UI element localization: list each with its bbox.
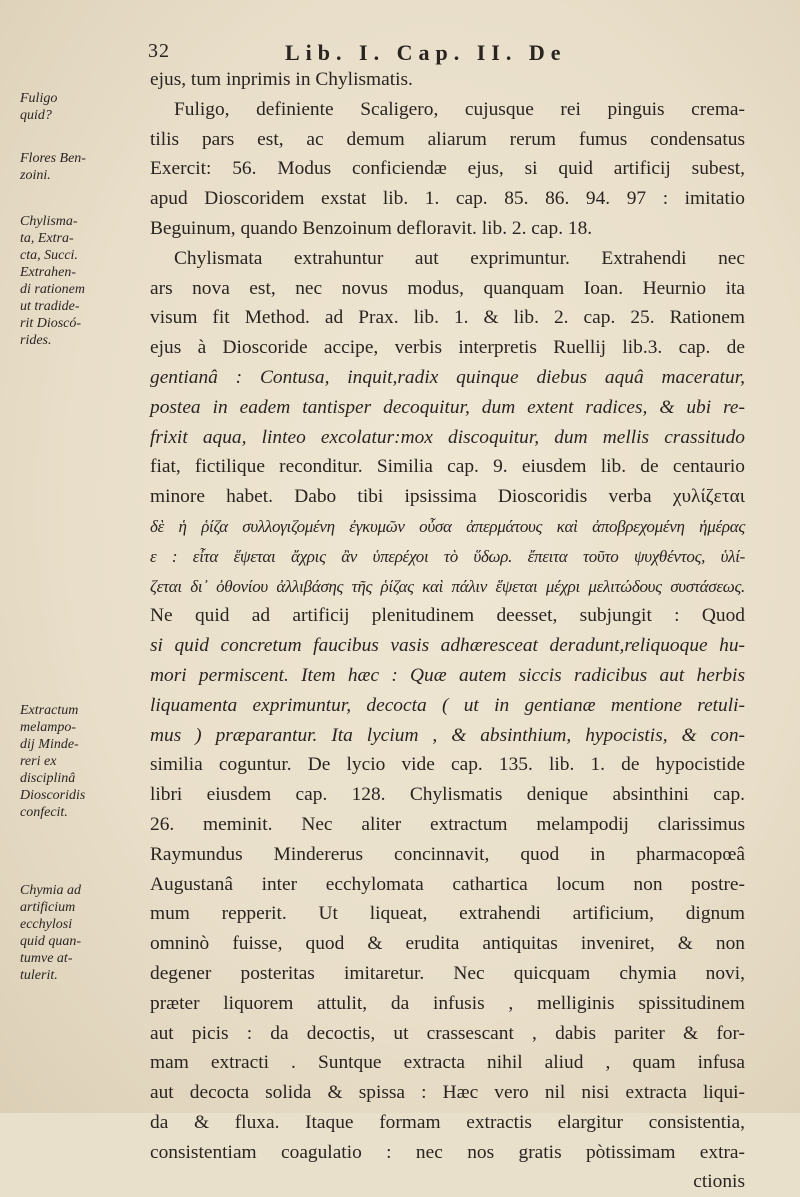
- text-line: si quid concretum faucibus vasis adhæresceat deradunt,reliquoque hu-: [150, 635, 745, 657]
- text-line: Raymundus Mindererus concinnavit, quod in pharmacopœâ: [150, 843, 745, 865]
- body-text: [150, 65, 745, 1197]
- text-line: visum fit Method. ad Prax. lib. 1. & lib. 2. cap. 25. Rationem: [150, 307, 745, 329]
- text-line: mum repperit. Ut liqueat, extrahendi artificium, dignum: [150, 903, 745, 925]
- page-number: 32: [148, 40, 170, 62]
- text-line: tilis pars est, ac demum aliarum rerum fumus condensatus: [150, 128, 745, 150]
- text-line: ejus, tum inprimis in Chylismatis.: [150, 69, 413, 90]
- text-line: gentianâ : Contusa, inquit,radix quinque diebus aquâ maceratur,: [150, 366, 745, 388]
- text-line: frixit aqua, linteo excolatur:mox discoquitur, dum mellis crassitudo: [150, 426, 745, 448]
- text-line: præter liquorem attulit, da infusis , melliginis spissitudinem: [150, 992, 745, 1014]
- text-line: mori permiscent. Item hæc : Quæ autem siccis radicibus aut herbis: [150, 664, 745, 686]
- text-line: aut picis : da decoctis, ut crassescant , dabis pariter & for-: [150, 1022, 745, 1044]
- text-line: Chylismata extrahuntur aut exprimuntur. Extrahendi nec: [174, 247, 745, 269]
- running-head: Lib. I. Cap. II. De: [285, 40, 567, 65]
- margin-note: Fuligo quid?: [20, 91, 58, 123]
- text-line: ejus à Dioscoride accipe, verbis interpretis Ruellij lib.3. cap. de: [150, 337, 745, 359]
- text-line: da & fluxa. Itaque formam extractis elargitur consistentia,: [150, 1111, 745, 1133]
- text-line: Exercit: 56. Modus conficiendæ ejus, si quid artificij subest,: [150, 158, 745, 180]
- text-line: Ne quid ad artificij plenitudinem deesset, subjungit : Quod: [150, 605, 745, 627]
- margin-note: Chylisma- ta, Extra- cta, Succi. Extrahen- di rationem ut tradide- rit Dioscó- rides.: [20, 214, 85, 348]
- text-line: aut decocta solida & spissa : Hæc vero nil nisi extracta liqui-: [150, 1082, 745, 1104]
- text-line: degener posteritas imitaretur. Nec quicquam chymia novi,: [150, 962, 745, 984]
- text-line: Fuligo, definiente Scaligero, cujusque rei pinguis crema-: [174, 98, 745, 120]
- text-line: mam extracti . Suntque extracta nihil aliud , quam infusa: [150, 1052, 745, 1074]
- text-line: mus ) præparantur. Ita lycium , & absinthium, hypocistis, & con-: [150, 724, 745, 746]
- text-line: Augustanâ inter ecchylomata cathartica locum non postre-: [150, 873, 745, 895]
- margin-note: Flores Ben- zoini.: [20, 151, 86, 183]
- text-line: similia coguntur. De lycio vide cap. 135. lib. 1. de hypocistide: [150, 754, 745, 776]
- text-line: fiat, fictilique reconditur. Similia cap. 9. eiusdem lib. de centaurio: [150, 456, 745, 478]
- margin-note: Extractum melampo- dij Minde- reri ex disciplinâ Dioscoridis confecit.: [20, 703, 86, 820]
- greek-text-line: δὲ ἡ ῥίζα συλλογιζομένη ἐγκυμῶν οὖσα ἀπερμάτους καὶ ἀποβρεχομένη ἡμέρας: [150, 516, 745, 536]
- text-line: postea in eadem tantisper decoquitur, dum extent radices, & ubi re-: [150, 396, 745, 418]
- text-line: ars nova est, nec novus modus, quanquam Ioan. Heurnio ita: [150, 277, 745, 299]
- margin-note: Chymia ad artificium ecchylosi quid quan- tumve at- tulerit.: [20, 883, 82, 983]
- text-line: Beguinum, quando Benzoinum defloravit. lib. 2. cap. 18.: [150, 217, 593, 239]
- text-line: consistentiam coagulatio : nec nos gratis pòtissimam extra-: [150, 1141, 745, 1163]
- text-line: omninò fuisse, quod & erudita antiquitas inveniret, & non: [150, 933, 745, 955]
- text-line: liquamenta exprimuntur, decocta ( ut in gentianæ mentione retuli-: [150, 694, 745, 716]
- text-line: apud Dioscoridem exstat lib. 1. cap. 85. 86. 94. 97 : imitatio: [150, 188, 745, 210]
- text-line: 26. meminit. Nec aliter extractum melampodij clarissimus: [150, 813, 745, 835]
- text-line: libri eiusdem cap. 128. Chylismatis denique absinthini cap.: [150, 784, 745, 806]
- greek-text-line: ζεται δι᾽ ὀθονίου ἀλλιβάσης τῆς ῥίζας καὶ πάλιν ἕψεται μέχρι μελιτώδους συστάσεως.: [150, 576, 745, 596]
- text-line: minore habet. Dabo tibi ipsissima Dioscoridis verba χυλίζεται: [150, 486, 745, 508]
- catchword: ctionis: [693, 1171, 745, 1193]
- greek-text-line: ε : εἶτα ἕψεται ἄχρις ἂν ὑπερέχοι τὸ ὕδωρ. ἔπειτα τοῦτο ψυχθέντος, ὑλί-: [150, 546, 745, 566]
